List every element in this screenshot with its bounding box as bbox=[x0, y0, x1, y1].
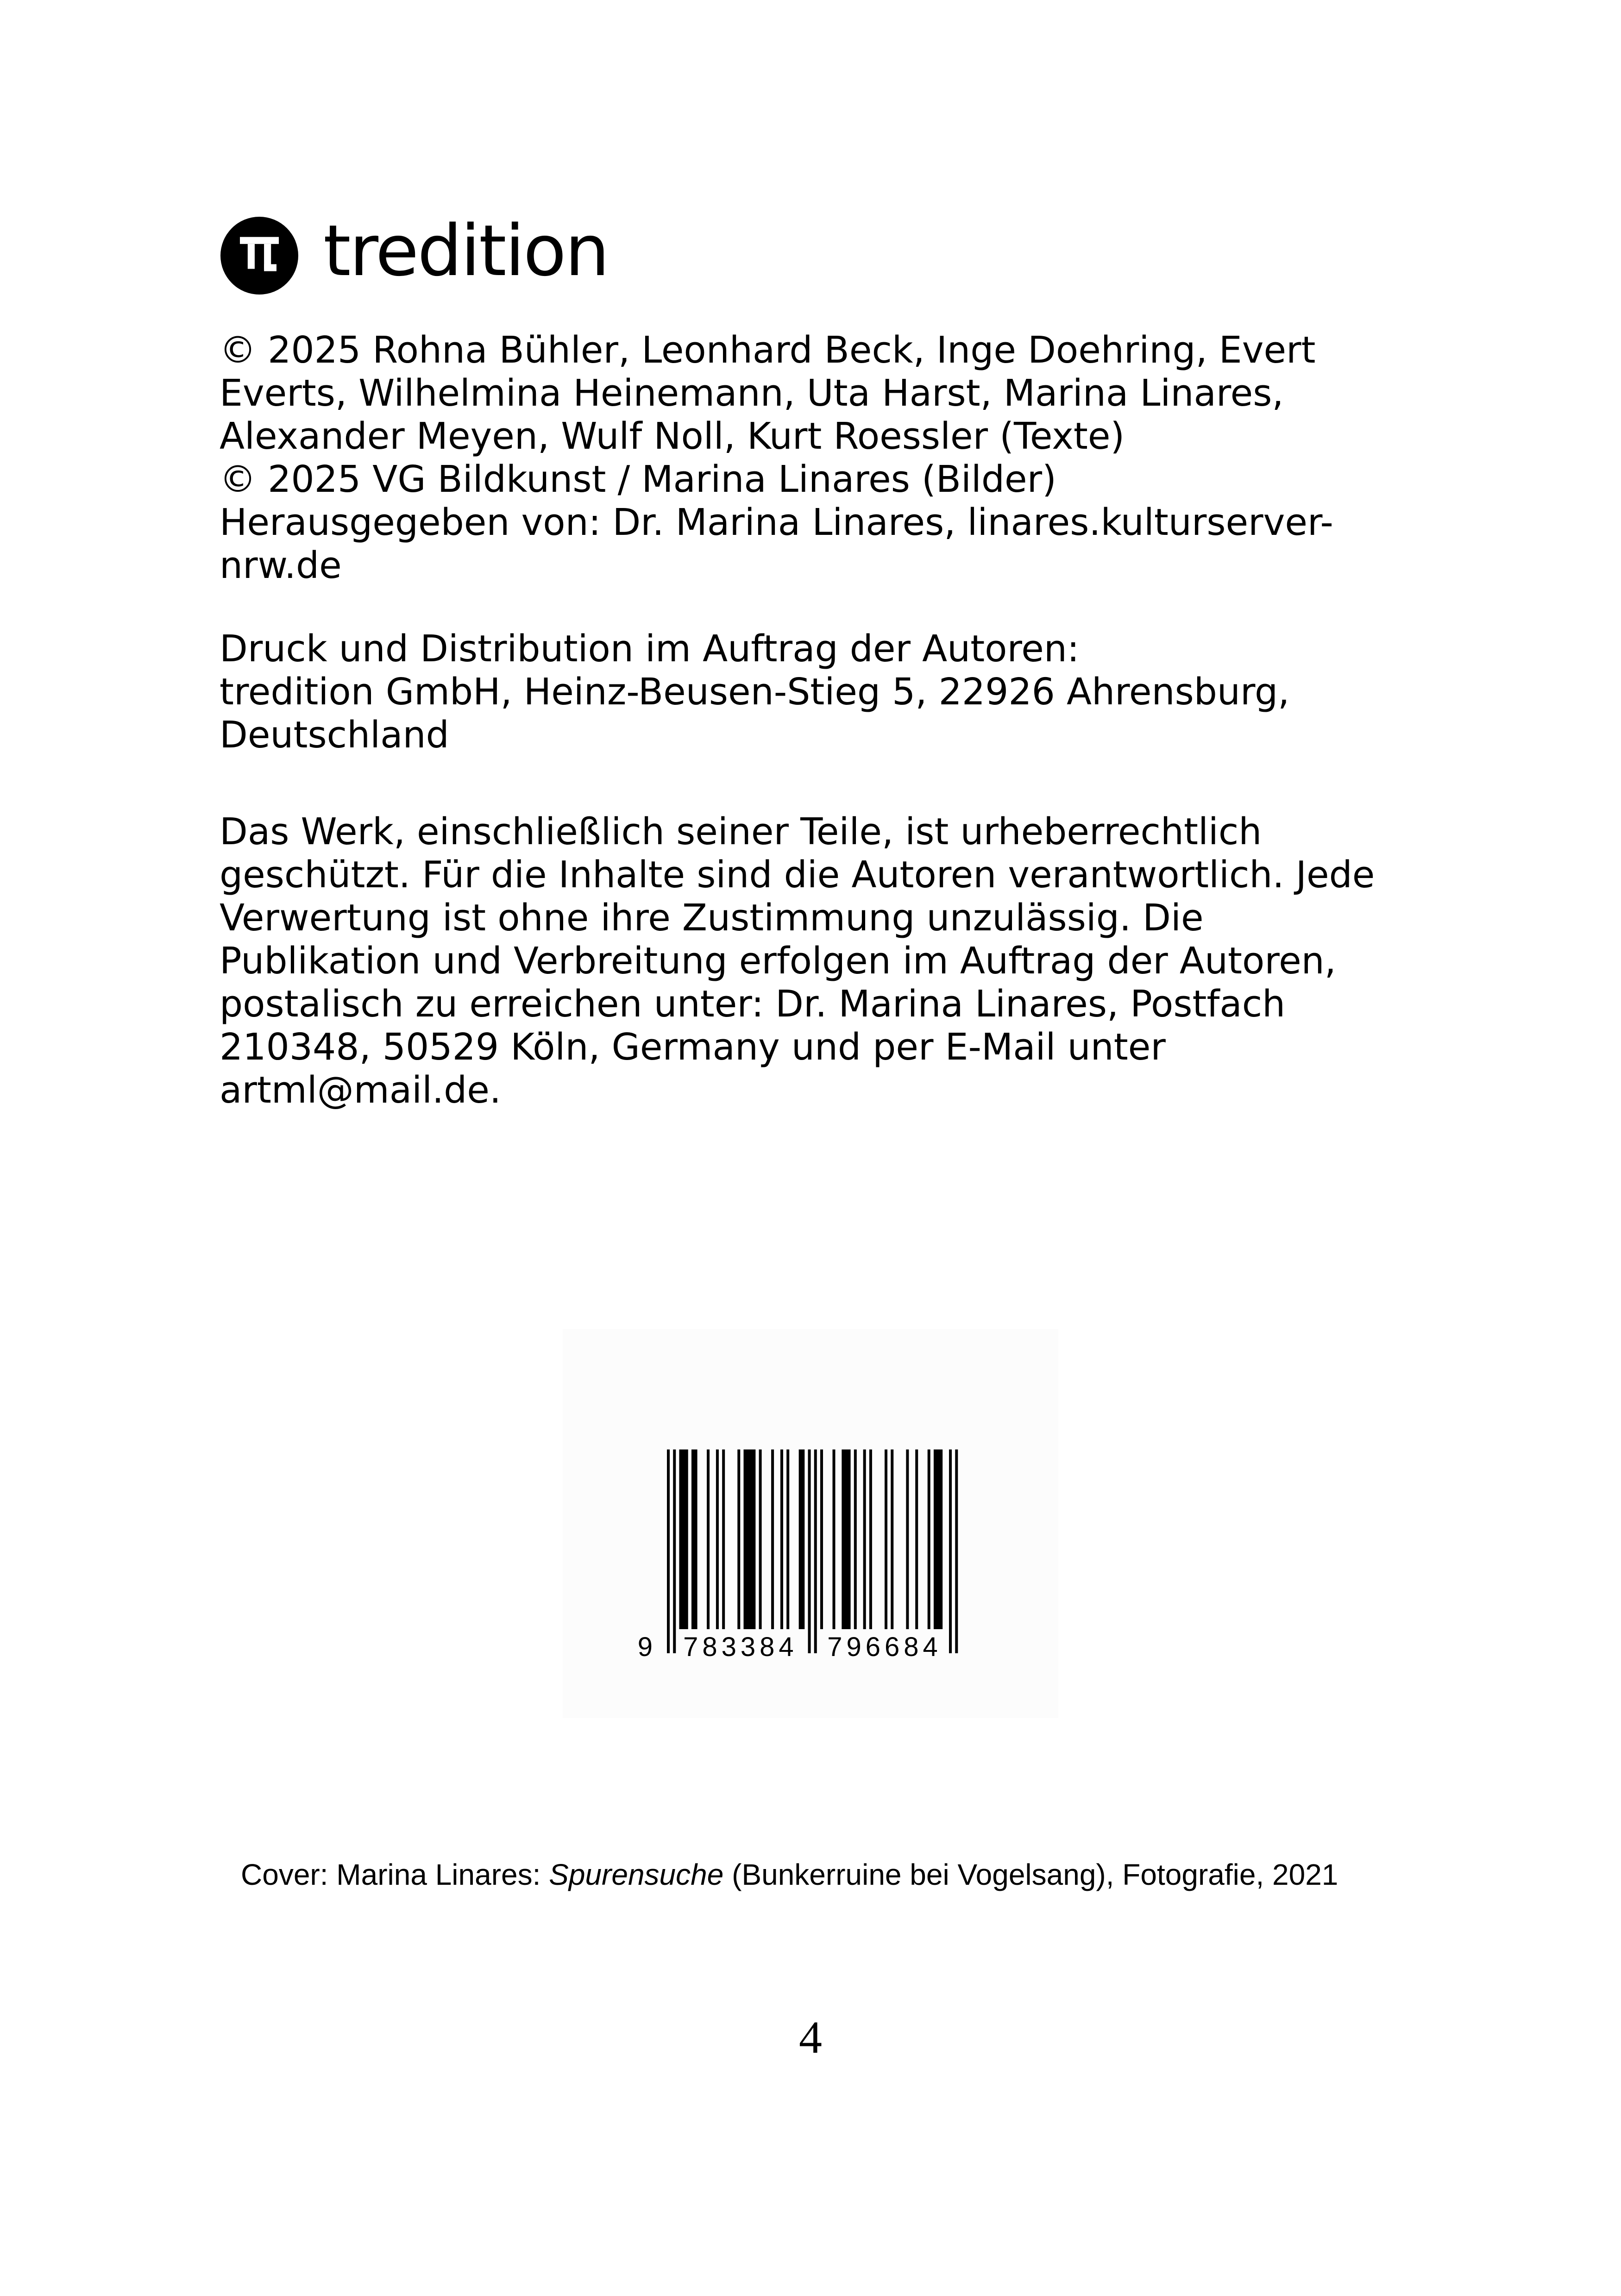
barcode-bar bbox=[820, 1449, 823, 1629]
barcode-bar bbox=[814, 1449, 817, 1653]
barcode-bar bbox=[832, 1449, 835, 1629]
barcode-bar bbox=[808, 1449, 811, 1653]
barcode-bar bbox=[679, 1449, 688, 1629]
barcode-bar bbox=[707, 1449, 710, 1629]
barcode-bar bbox=[667, 1449, 670, 1653]
barcode-bar bbox=[863, 1449, 866, 1629]
cover-credit bbox=[241, 1856, 1338, 1893]
print-distribution-notice: Druck und Distribution im Auftrag der Autoren: tredition GmbH, Heinz-Beusen-Stieg 5, 22926 Ahrensburg, Deutschland bbox=[220, 627, 1290, 756]
barcode-bar bbox=[722, 1449, 725, 1629]
barcode-bar bbox=[891, 1449, 893, 1629]
barcode-bar bbox=[799, 1449, 805, 1629]
barcode-digits-left: 783384 bbox=[683, 1632, 798, 1662]
barcode-graphic bbox=[563, 1329, 1058, 1718]
barcode-bar bbox=[869, 1449, 872, 1629]
barcode-bar bbox=[915, 1449, 918, 1629]
rights-notice: Das Werk, einschließlich seiner Teile, ist urheberrechtlich geschützt. Für die Inhalte sind die Autoren verantwortlich. Jede Verwertung ist ohne ihre Zustimmung unzulässig. Die Publikation und Verbreitung erfolgen im Auftrag der Autoren, postalisch zu erreichen unter: Dr. Marina Linares, Postfach 210348, 50529 Köln, Germany und per E-Mail unter artml@mail.de. bbox=[220, 810, 1375, 1111]
barcode-bar bbox=[691, 1449, 697, 1629]
barcode-bar bbox=[786, 1449, 789, 1629]
barcode-bar bbox=[759, 1449, 762, 1629]
tredition-mark-icon bbox=[220, 217, 298, 295]
barcode-bar bbox=[949, 1449, 952, 1653]
barcode-bar bbox=[906, 1449, 909, 1629]
barcode-bar bbox=[842, 1449, 850, 1629]
barcode-bar bbox=[771, 1449, 774, 1629]
cover-credit-suffix: (Bunkerruine bei Vogelsang), Fotografie, 2021 bbox=[723, 1858, 1338, 1891]
copyright-notice: © 2025 Rohna Bühler, Leonhard Beck, Inge Doehring, Evert Everts, Wilhelmina Heinemann, Uta Harst, Marina Linares, Alexander Meyen, Wulf Noll, Kurt Roessler (Texte) © 2025 VG Bildkunst / Marina Linares (Bilder) Herausgegeben von: Dr. Marina Linares, linares.kulturserver- nrw.de bbox=[220, 329, 1333, 587]
barcode-bar bbox=[744, 1449, 756, 1629]
barcode-bar bbox=[934, 1449, 942, 1629]
publisher-logo bbox=[220, 210, 609, 295]
barcode-bar bbox=[885, 1449, 887, 1629]
page-number: 4 bbox=[799, 2012, 822, 2063]
barcode-bar bbox=[955, 1449, 958, 1653]
cover-credit-prefix: Cover: Marina Linares: bbox=[241, 1858, 549, 1891]
barcode-digit-prefix: 9 bbox=[637, 1632, 657, 1662]
barcode-bar bbox=[673, 1449, 676, 1653]
barcode-bar bbox=[780, 1449, 783, 1629]
cover-credit-title: Spurensuche bbox=[549, 1858, 724, 1891]
barcode-bar bbox=[854, 1449, 857, 1629]
barcode-bar bbox=[928, 1449, 930, 1629]
barcode-bar bbox=[716, 1449, 719, 1629]
barcode-digits-right: 796684 bbox=[827, 1632, 942, 1662]
barcode-bar bbox=[737, 1449, 740, 1629]
isbn-barcode bbox=[563, 1329, 1058, 1718]
publisher-logo-text: tredition bbox=[323, 210, 609, 292]
